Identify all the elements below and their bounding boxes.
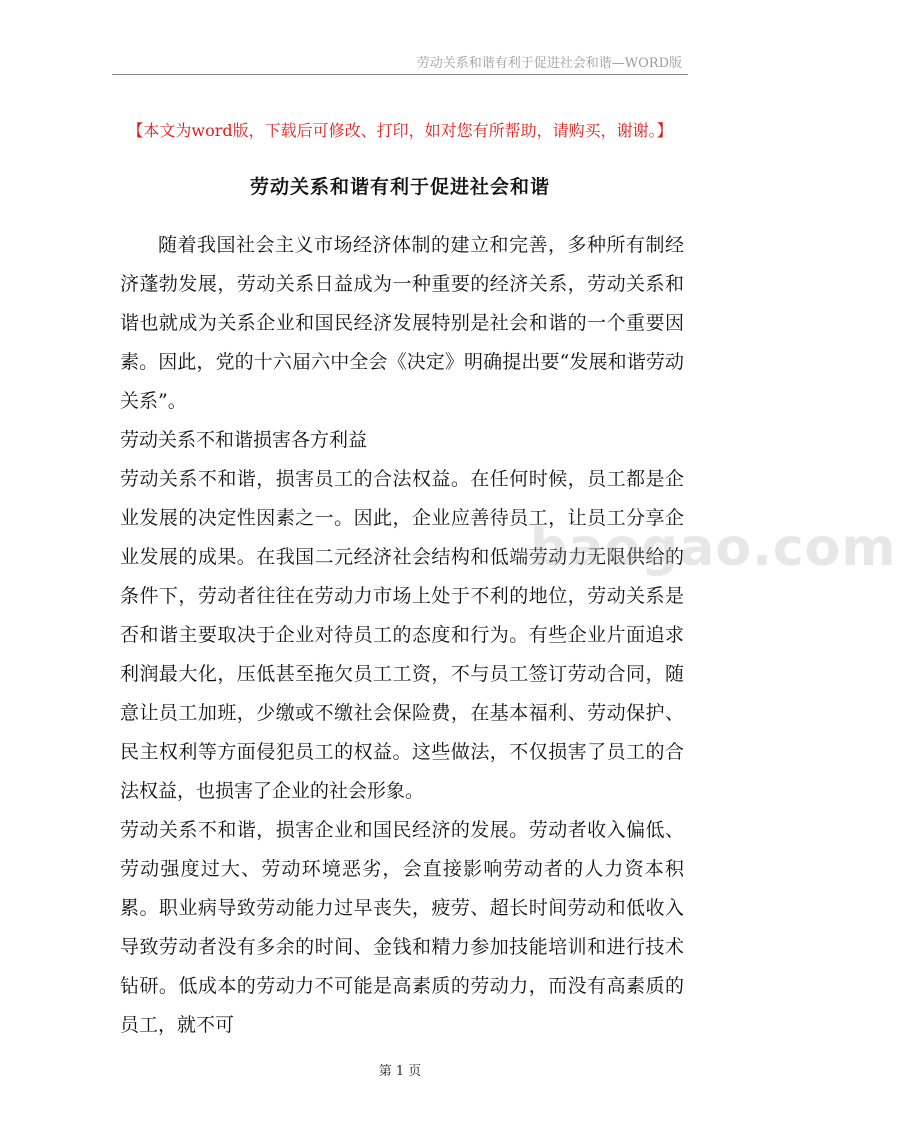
document-body <box>120 226 684 1045</box>
download-notice: 【本文为word版，下载后可修改、打印，如对您有所帮助，请购买，谢谢。】 <box>127 121 673 140</box>
document-title: 劳动关系和谐有利于促进社会和谐 <box>249 176 550 198</box>
watermark: baogao.com <box>530 518 897 578</box>
page-number: 第 1 页 <box>378 1064 422 1079</box>
paragraph-economy: 劳动关系不和谐，损害企业和国民经济的发展。劳动者收入偏低、劳动强度过大、劳动环境恶劣，会直接影响劳动者的人力资本积累。职业病导致劳动能力过早丧失，疲劳、超长时间劳动和低收入导致劳动者没有多余的时间、金钱和精力参加技能培训和进行技术钻研。低成本的劳动力不可能是高素质的劳动力，而没有高素质的员工，就不可 <box>120 819 684 1036</box>
running-header: 劳动关系和谐有利于促进社会和谐—WORD版 <box>416 56 682 71</box>
paragraph-intro: 随着我国社会主义市场经济体制的建立和完善，多种所有制经济蓬勃发展，劳动关系日益成为一种重要的经济关系，劳动关系和谐也就成为关系企业和国民经济发展特别是社会和谐的一个重要因素。因此，党的十六届六中全会《决定》明确提出要“发展和谐劳动关系”。 <box>120 234 684 412</box>
paragraph-employee-rights: 劳动关系不和谐，损害员工的合法权益。在任何时候，员工都是企业发展的决定性因素之一。因此，企业应善待员工，让员工分享企业发展的成果。在我国二元经济社会结构和低端劳动力无限供给的条件下，劳动者往往在劳动力市场上处于不利的地位，劳动关系是否和谐主要取决于企业对待员工的态度和行为。有些企业片面追求利润最大化，压低甚至拖欠员工工资，不与员工签订劳动合同，随意让员工加班，少缴或不缴社会保险费，在基本福利、劳动保护、民主权利等方面侵犯员工的权益。这些做法，不仅损害了员工的合法权益，也损害了企业的社会形象。 <box>120 468 684 802</box>
header-divider <box>112 74 688 75</box>
section-heading: 劳动关系不和谐损害各方利益 <box>120 429 368 451</box>
